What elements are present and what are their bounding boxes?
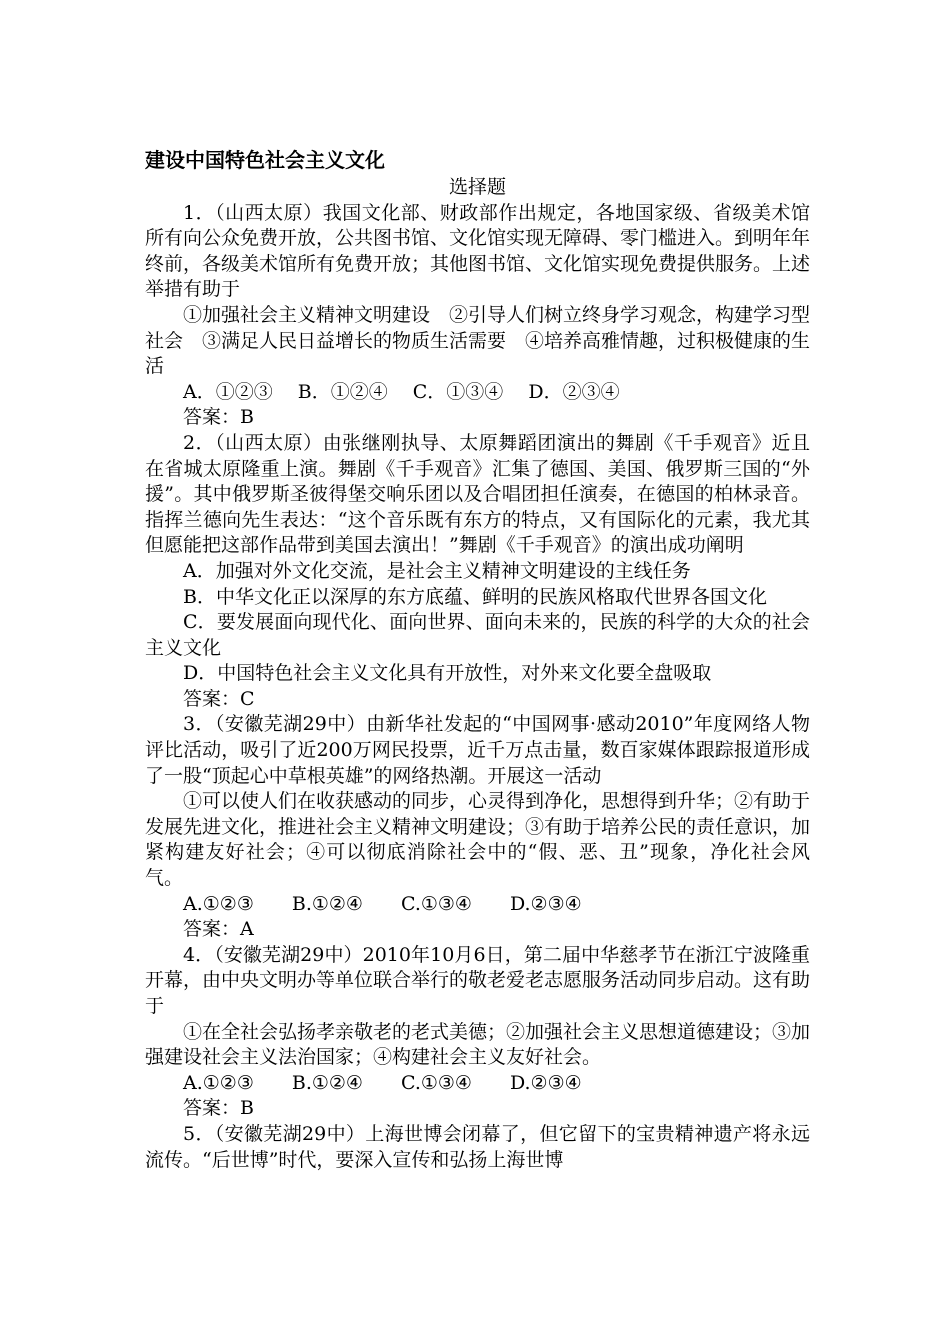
paragraph: C．要发展面向现代化、面向世界、面向未来的，民族的科学的大众的社会主义文化 bbox=[145, 611, 810, 659]
paragraph: 4．（安徽芜湖29中）2010年10月6日，第二届中华慈孝节在浙江宁波隆重开幕，由中央文明办等单位联合举行的敬老爱老志愿服务活动同步启动。这有助于 bbox=[145, 943, 811, 1017]
paragraph: A．加强对外文化交流，是社会主义精神文明建设的主线任务 bbox=[183, 559, 691, 582]
paragraph: 2．（山西太原）由张继刚执导、太原舞蹈团演出的舞剧《千手观音》近且在省城太原隆重上演。舞剧《千手观音》汇集了德国、美国、俄罗斯三国的“外援”。其中俄罗斯圣彼得堡交响乐团以及合唱团担任演奏，在德国的柏林录音。指挥兰德向先生表达：“这个音乐既有东方的特点，又有国际化的元素，我尤其但愿能把这部作品带到美国去演出！”舞剧《千手观音》的演出成功阐明 bbox=[145, 431, 810, 557]
paragraph: 3．（安徽芜湖29中）由新华社发起的“中国网事·感动2010”年度网络人物评比活动，吸引了近200万网民投票，近千万点击量，数百家媒体跟踪报道形成了一股“顶起心中草根英雄”的网络热潮。开展这一活动 bbox=[145, 713, 810, 787]
paragraph: ①在全社会弘扬孝亲敬老的老式美德；②加强社会主义思想道德建设；③加强建设社会主义法治国家；④构建社会主义友好社会。 bbox=[145, 1020, 811, 1069]
paragraph: ①加强社会主义精神文明建设 ②引导人们树立终身学习观念，构建学习型社会 ③满足人民日益增长的物质生活需要 ④培养高雅情趣，过积极健康的生活 bbox=[145, 303, 811, 378]
paragraph: 5．（安徽芜湖29中）上海世博会闭幕了，但它留下的宝贵精神遗产将永远流传。“后世博”时代，要深入宣传和弘扬上海世博 bbox=[145, 1122, 810, 1171]
paragraph: D．中国特色社会主义文化具有开放性，对外来文化要全盘吸取 bbox=[183, 662, 712, 685]
paragraph: 答案：C bbox=[183, 687, 255, 710]
paragraph: 答案：A bbox=[183, 918, 254, 941]
paragraph: 答案：B bbox=[183, 1097, 254, 1120]
paragraph: A．①②③ B．①②④ C．①③④ D．②③④ bbox=[183, 380, 620, 403]
paragraph: A.①②③ B.①②④ C.①③④ D.②③④ bbox=[183, 892, 582, 915]
paragraph: B．中华文化正以深厚的东方底蕴、鲜明的民族风格取代世界各国文化 bbox=[183, 585, 767, 608]
document-body bbox=[145, 201, 810, 1174]
paragraph: 答案：B bbox=[183, 406, 254, 429]
paragraph: 1．（山西太原）我国文化部、财政部作出规定，各地国家级、省级美术馆所有向公众免费开放，公共图书馆、文化馆实现无障碍、零门槛进入。到明年年终前，各级美术馆所有免费开放；其他图书馆、文化馆实现免费提供服务。上述举措有助于 bbox=[145, 201, 811, 301]
document-page bbox=[145, 147, 810, 1173]
document-title: 建设中国特色社会主义文化 bbox=[145, 148, 385, 172]
section-heading: 选择题 bbox=[448, 176, 506, 198]
paragraph: ①可以使人们在收获感动的同步，心灵得到净化，思想得到升华；②有助于发展先进文化，推进社会主义精神文明建设；③有助于培养公民的责任意识，加紧构建友好社会；④可以彻底消除社会中的“假、恶、丑”现象，净化社会风气。 bbox=[145, 790, 811, 890]
paragraph: A.①②③ B.①②④ C.①③④ D.②③④ bbox=[183, 1071, 582, 1094]
